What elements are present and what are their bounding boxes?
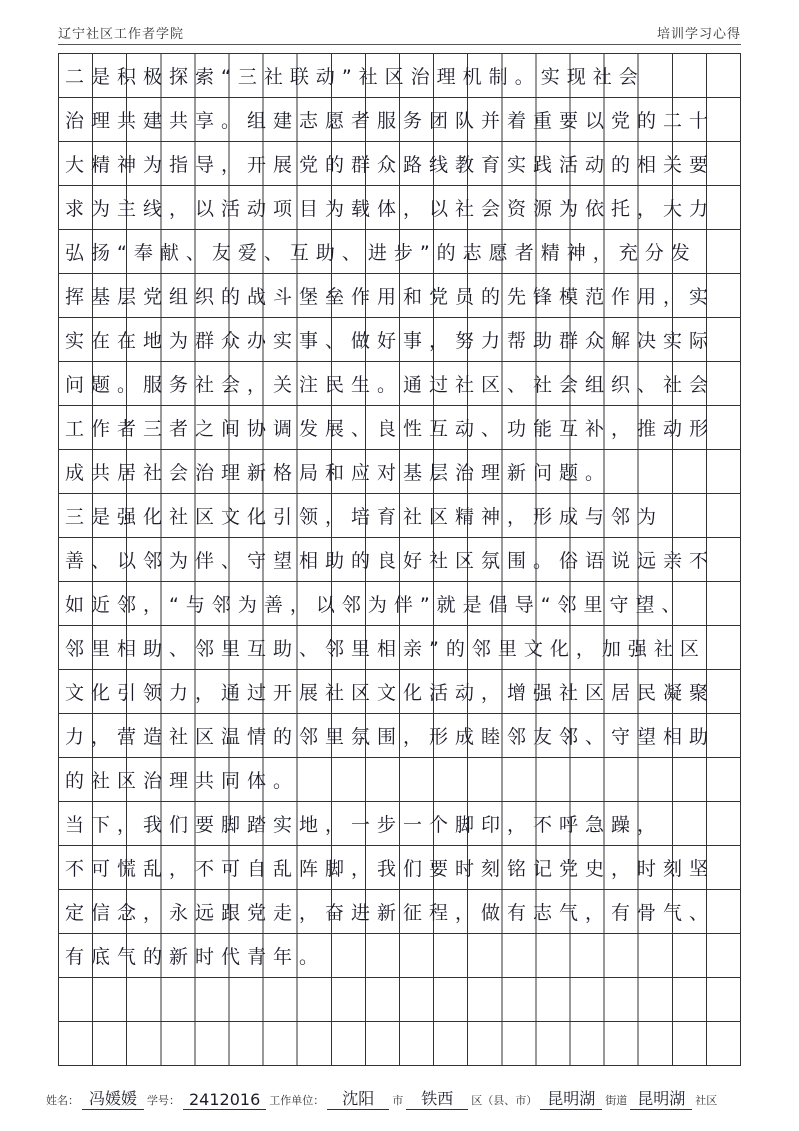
district-label: 区（县、市） (471, 1094, 538, 1107)
handwritten-line: 邻里相助、邻里互助、邻里相亲”的邻里文化，加强社区 (65, 638, 706, 660)
text-row (59, 802, 740, 846)
handwritten-line: 大精神为指导，开展党的群众路线教育实践活动的相关要 (65, 154, 716, 176)
page-header (58, 18, 741, 42)
handwritten-line: 求为主线，以活动项目为载体，以社会资源为依托，大力 (65, 198, 716, 220)
city-label: 市 (392, 1094, 404, 1107)
handwritten-line: 挥基层党组织的战斗堡垒作用和党员的先锋模范作用，实 (65, 286, 716, 308)
handwritten-line: 弘扬“奉献、友爱、互助、进步”的志愿者精神，充分发 (65, 242, 697, 264)
handwritten-line: 三是强化社区文化引领，培育社区精神，形成与邻为 (65, 506, 664, 528)
handwritten-line: 治理共建共享。组建志愿者服务团队并着重要以党的二十 (65, 110, 716, 132)
name-value: 冯媛媛 (82, 1086, 144, 1110)
street-label: 街道 (605, 1094, 628, 1107)
text-row (59, 582, 740, 626)
text-row (59, 670, 740, 714)
page-footer (46, 1082, 759, 1110)
text-row (59, 274, 740, 318)
text-row (59, 626, 740, 670)
handwritten-line: 二是积极探索“三社联动”社区治理机制。实现社会 (65, 66, 645, 88)
text-row (59, 318, 740, 362)
district-value: 铁西 (406, 1086, 468, 1110)
text-row (59, 54, 740, 98)
handwritten-line: 当下，我们要脚踏实地，一步一个脚印，不呼急躁， (65, 814, 664, 836)
text-row (59, 450, 740, 494)
handwritten-line: 成共居社会治理新格局和应对基层治理新问题。 (65, 462, 612, 484)
text-row (59, 934, 740, 978)
id-value: 2412016 (183, 1090, 266, 1110)
text-row (59, 538, 740, 582)
text-row (59, 98, 740, 142)
id-label: 学号： (147, 1094, 180, 1107)
handwritten-line: 不可慌乱，不可自乱阵脚，我们要时刻铭记党史，时刻坚 (65, 858, 716, 880)
text-row (59, 362, 740, 406)
text-row (59, 758, 740, 802)
unit-label: 工作单位： (269, 1094, 325, 1107)
header-rule (58, 44, 741, 45)
blank-row (59, 1022, 740, 1066)
handwritten-line: 善、以邻为伴、守望相助的良好社区氛围。俗语说远亲不 (65, 550, 716, 572)
text-row (59, 714, 740, 758)
text-row (59, 846, 740, 890)
handwritten-line: 如近邻，“与邻为善，以邻为伴”就是倡导“邻里守望、 (65, 594, 688, 616)
handwritten-line: 工作者三者之间协调发展、良性互动、功能互补，推动形 (65, 418, 716, 440)
handwritten-line: 定信念，永远跟党走，奋进新征程，做有志气，有骨气、 (65, 902, 716, 924)
handwritten-line: 实在在地为群众办实事、做好事，努力帮助群众解决实际 (65, 330, 716, 352)
name-label: 姓名： (46, 1094, 79, 1107)
text-row (59, 494, 740, 538)
text-row (59, 890, 740, 934)
handwritten-line: 力，营造社区温情的邻里氛围，形成睦邻友邻、守望相助 (65, 726, 716, 748)
text-row (59, 406, 740, 450)
handwritten-line: 有底气的新时代青年。 (65, 946, 326, 968)
text-row (59, 186, 740, 230)
city-value: 沈阳 (327, 1086, 389, 1110)
handwritten-line: 的社区治理共同体。 (65, 770, 300, 792)
document-type: 培训学习心得 (656, 27, 741, 42)
community-value: 昆明湖 (630, 1086, 692, 1110)
writing-grid (58, 53, 741, 1066)
handwritten-line: 文化引领力，通过开展社区文化活动，增强社区居民凝聚 (65, 682, 716, 704)
text-row (59, 142, 740, 186)
community-label: 社区 (695, 1094, 718, 1107)
handwritten-line: 问题。服务社会，关注民生。通过社区、社会组织、社会 (65, 374, 716, 396)
blank-row (59, 978, 740, 1022)
street-value: 昆明湖 (540, 1086, 602, 1110)
institute-name: 辽宁社区工作者学院 (58, 27, 185, 42)
text-row (59, 230, 740, 274)
